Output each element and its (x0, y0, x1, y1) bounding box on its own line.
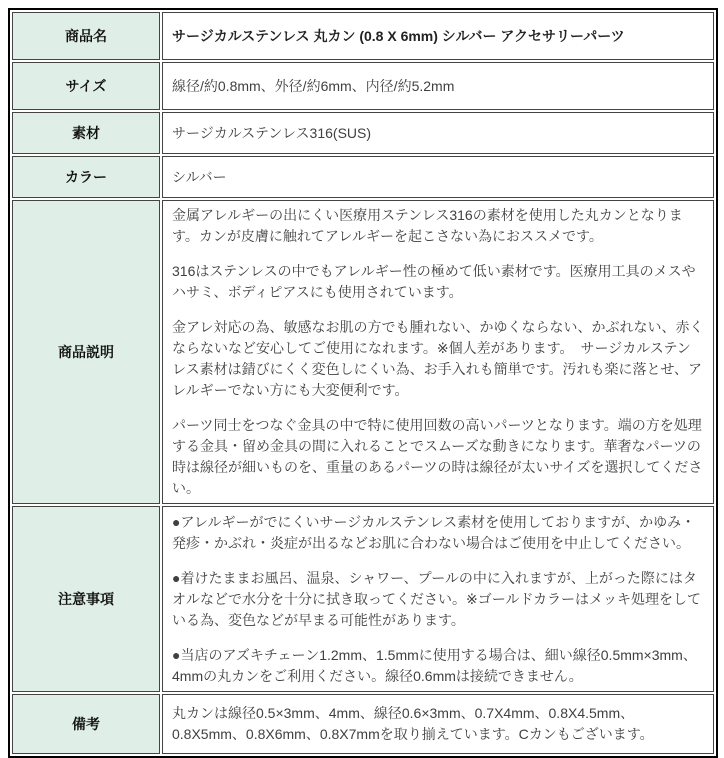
row-value-caution (162, 506, 714, 692)
row-label-caution: 注意事項 (12, 506, 160, 692)
row-label-note: 備考 (12, 694, 160, 754)
product-name-text: サージカルステンレス 丸カン (0.8 X 6mm) シルバー アクセサリーパーツ (172, 27, 625, 44)
description-paragraph: 金アレ対応の為、敏感なお肌の方でも腫れない、かゆくならない、かぶれない、赤くならないなど安心してご使用になれます。※個人差があります。 サージカルステンレス素材は錆びにくく変色しにくい為、お手入れも簡単です。汚れも楽に落とせ、アレルギーでない方にも大変便利です。 (172, 319, 704, 398)
caution-paragraph: ●着けたままお風呂、温泉、シャワー、プールの中に入れますが、上がった際にはタオルなどで水分を十分に拭き取ってください。※ゴールドカラーはメッキ処理をしている為、変色などが早まる可能性があります。 (172, 569, 702, 628)
description-paragraph: 金属アレルギーの出にくい医療用ステンレス316の素材を使用した丸カンとなります。カンが皮膚に触れてアレルギーを起こさない為におススメです。 (172, 207, 683, 244)
product-spec-table (8, 8, 718, 758)
table-row-note (12, 694, 714, 754)
caution-paragraph: ●当店のアズキチェーン1.2mm、1.5mmに使用する場合は、細い線径0.5mm×3mm、4mmの丸カンをご利用ください。線径0.6mmは接続できません。 (172, 646, 697, 684)
table-row-size (12, 62, 714, 110)
description-paragraph: パーツ同士をつなぐ金具の中で特に使用回数の高いパーツとなります。端の方を処理する金具・留め金具の間に入れることでスムーズな動きになります。華奢なパーツの時は線径が細いものを、重量のあるパーツの時は線径が太いサイズを選択してください。 (172, 417, 703, 496)
color-text: シルバー (172, 168, 227, 185)
row-value-note (162, 694, 714, 754)
material-text: サージカルステンレス316(SUS) (172, 124, 372, 141)
size-text: 線径/約0.8mm、外径/約6mm、内径/約5.2mm (172, 77, 455, 94)
row-label-color: カラー (12, 156, 160, 198)
row-value-material (162, 112, 714, 154)
table-row-caution (12, 506, 714, 692)
row-label-product-name: 商品名 (12, 12, 160, 60)
table-row-material (12, 112, 714, 154)
caution-paragraph: ●アレルギーがでにくいサージカルステンレス素材を使用しておりますが、かゆみ・発疹・かぶれ・炎症が出るなどお肌に合わない場合はご使用を中止してください。 (172, 513, 696, 551)
row-value-color (162, 156, 714, 198)
row-value-size (162, 62, 714, 110)
row-value-description (162, 200, 714, 504)
row-value-product-name (162, 12, 714, 60)
description-paragraph: 316はステンレスの中でもアレルギー性の極めて低い素材です。医療用工具のメスやハサミ、ボディピアスにも使用されています。 (172, 263, 696, 300)
row-label-material: 素材 (12, 112, 160, 154)
row-label-description: 商品説明 (12, 200, 160, 504)
note-text: 丸カンは線径0.5×3mm、4mm、線径0.6×3mm、0.7X4mm、0.8X4.5mm、0.8X5mm、0.8X6mm、0.8X7mmを取り揃えています。Cカンもございます。 (172, 705, 654, 742)
row-label-size: サイズ (12, 62, 160, 110)
table-row-description (12, 200, 714, 504)
table-row-color (12, 156, 714, 198)
table-row-product-name (12, 12, 714, 60)
